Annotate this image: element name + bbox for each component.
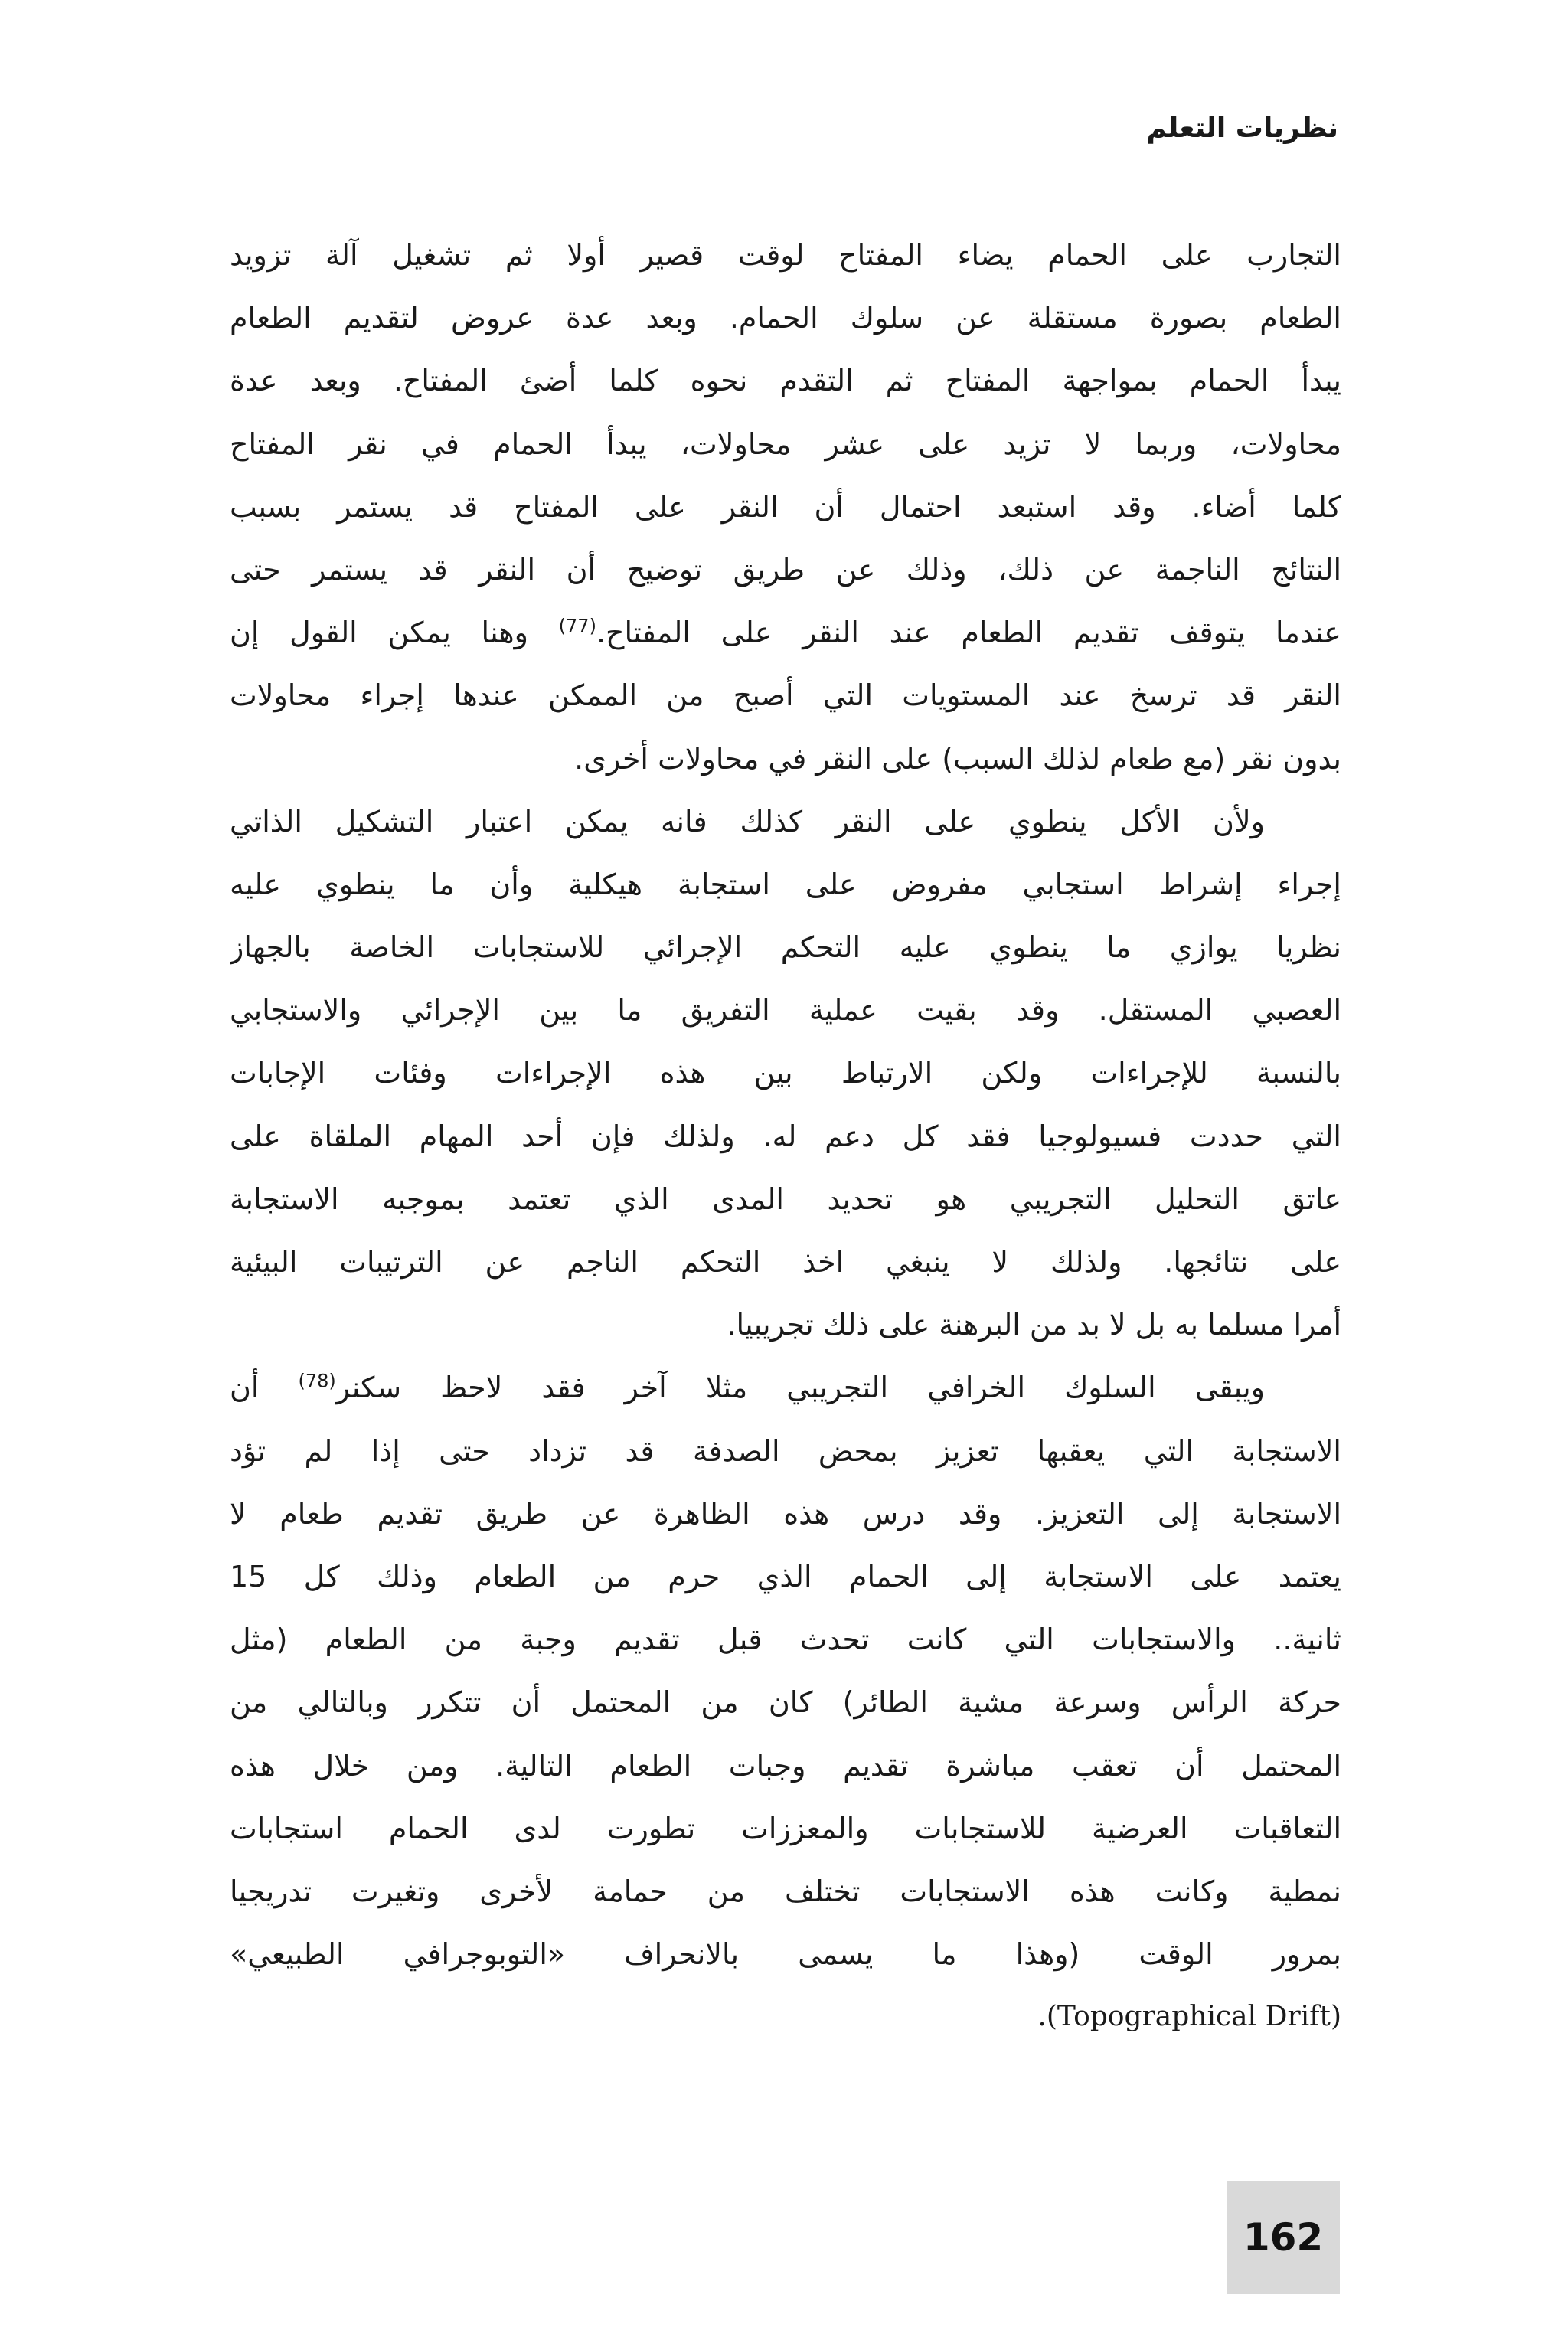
text-line: ولأن الأكل ينطوي على النقر كذلك فانه يمكن اعتبار التشكيل الذاتي xyxy=(230,804,1265,838)
text-line: النتائج الناجمة عن ذلك، وذلك عن طريق توضيح أن النقر قد يستمر حتى xyxy=(230,552,1341,587)
text-line: نمطية وكانت هذه الاستجابات تختلف من حمامة لأخرى وتغيرت تدريجيا xyxy=(230,1874,1341,1908)
text-line: إجراء إشراط استجابي مفروض على استجابة هيكلية وأن ما ينطوي عليه xyxy=(230,867,1341,901)
body-text xyxy=(230,224,1341,2048)
text-line: النقر قد ترسخ عند المستويات التي أصبح من الممكن عندها إجراء محاولات xyxy=(230,678,1341,713)
text-line: بدون نقر (مع طعام لذلك السبب) على النقر في محاولات أخرى. xyxy=(574,741,1341,776)
text-line: يبدأ الحمام بمواجهة المفتاح ثم التقدم نحوه كلما أضئ المفتاح. وبعد عدة xyxy=(230,364,1341,398)
text-line: نظريا يوازي ما ينطوي عليه التحكم الإجرائي للاستجابات الخاصة بالجهاز xyxy=(230,930,1341,965)
text-line: ثانية.. والاستجابات التي كانت تحدث قبل تقديم وجبة من الطعام (مثل xyxy=(230,1623,1341,1657)
page-number: 162 xyxy=(1243,2215,1324,2260)
text-line: التجارب على الحمام يضاء المفتاح لوقت قصير أولا ثم تشغيل آلة تزويد xyxy=(230,238,1341,272)
text-line: العصبي المستقل. وقد بقيت عملية التفريق ما بين الإجرائي والاستجابي xyxy=(230,993,1341,1028)
text-line: على نتائجها. ولذلك لا ينبغي اخذ التحكم الناجم عن الترتيبات البيئية xyxy=(230,1245,1341,1279)
text-line: (Topographical Drift). xyxy=(1037,2001,1341,2033)
text-fragment: ويبقى السلوك الخرافي التجريبي مثلا آخر فقد لاحظ سكنر xyxy=(335,1371,1265,1405)
text-line: محاولات، وربما لا تزيد على عشر محاولات، يبدأ الحمام في نقر المفتاح xyxy=(230,427,1341,461)
text-line: الطعام بصورة مستقلة عن سلوك الحمام. وبعد عدة عروض لتقديم الطعام xyxy=(230,301,1341,335)
running-head: نظريات التعلم xyxy=(1146,113,1338,144)
text-line: يعتمد على الاستجابة إلى الحمام الذي حرم من الطعام وذلك كل 15 xyxy=(230,1559,1341,1593)
text-line: التي حددت فسيولوجيا فقد كل دعم له. ولذلك فإن أحد المهام الملقاة على xyxy=(230,1119,1341,1153)
footnote-reference: (77) xyxy=(558,615,596,637)
text-fragment: وهنا يمكن القول إن xyxy=(230,616,528,650)
text-line: كلما أضاء. وقد استبعد احتمال أن النقر على المفتاح قد يستمر بسبب xyxy=(230,489,1341,524)
text-line: الاستجابة التي يعقبها تعزيز بمحض الصدفة قد تزداد حتى إذا لم تؤد xyxy=(230,1433,1341,1468)
text-line: بمرور الوقت (وهذا ما يسمى بالانحراف «التوبوجرافي الطبيعي» xyxy=(230,1937,1341,1972)
text-line: أمرا مسلما به بل لا بد من البرهنة على ذلك تجريبيا. xyxy=(727,1308,1341,1342)
text-line: حركة الرأس وسرعة مشية الطائر) كان من المحتمل أن تتكرر وبالتالي من xyxy=(230,1685,1341,1720)
page-number-box xyxy=(1227,2181,1340,2294)
text-line-with-note xyxy=(230,601,1341,664)
text-line: الاستجابة إلى التعزيز. وقد درس هذه الظاهرة عن طريق تقديم طعام لا xyxy=(230,1496,1341,1531)
text-line: المحتمل أن تعقب مباشرة تقديم وجبات الطعام التالية. ومن خلال هذه xyxy=(230,1748,1341,1783)
text-line: التعاقبات العرضية للاستجابات والمعززات تطورت لدى الحمام استجابات xyxy=(230,1811,1341,1845)
text-fragment: أن xyxy=(230,1371,260,1405)
text-line-with-note xyxy=(230,1356,1341,1419)
text-fragment: عندما يتوقف تقديم الطعام عند النقر على المفتاح. xyxy=(596,616,1341,650)
text-line: بالنسبة للإجراءات ولكن الارتباط بين هذه الإجراءات وفئات الإجابات xyxy=(230,1056,1341,1090)
text-line: عاتق التحليل التجريبي هو تحديد المدى الذي تعتمد بموجبه الاستجابة xyxy=(230,1182,1341,1216)
footnote-reference: (78) xyxy=(298,1370,336,1392)
